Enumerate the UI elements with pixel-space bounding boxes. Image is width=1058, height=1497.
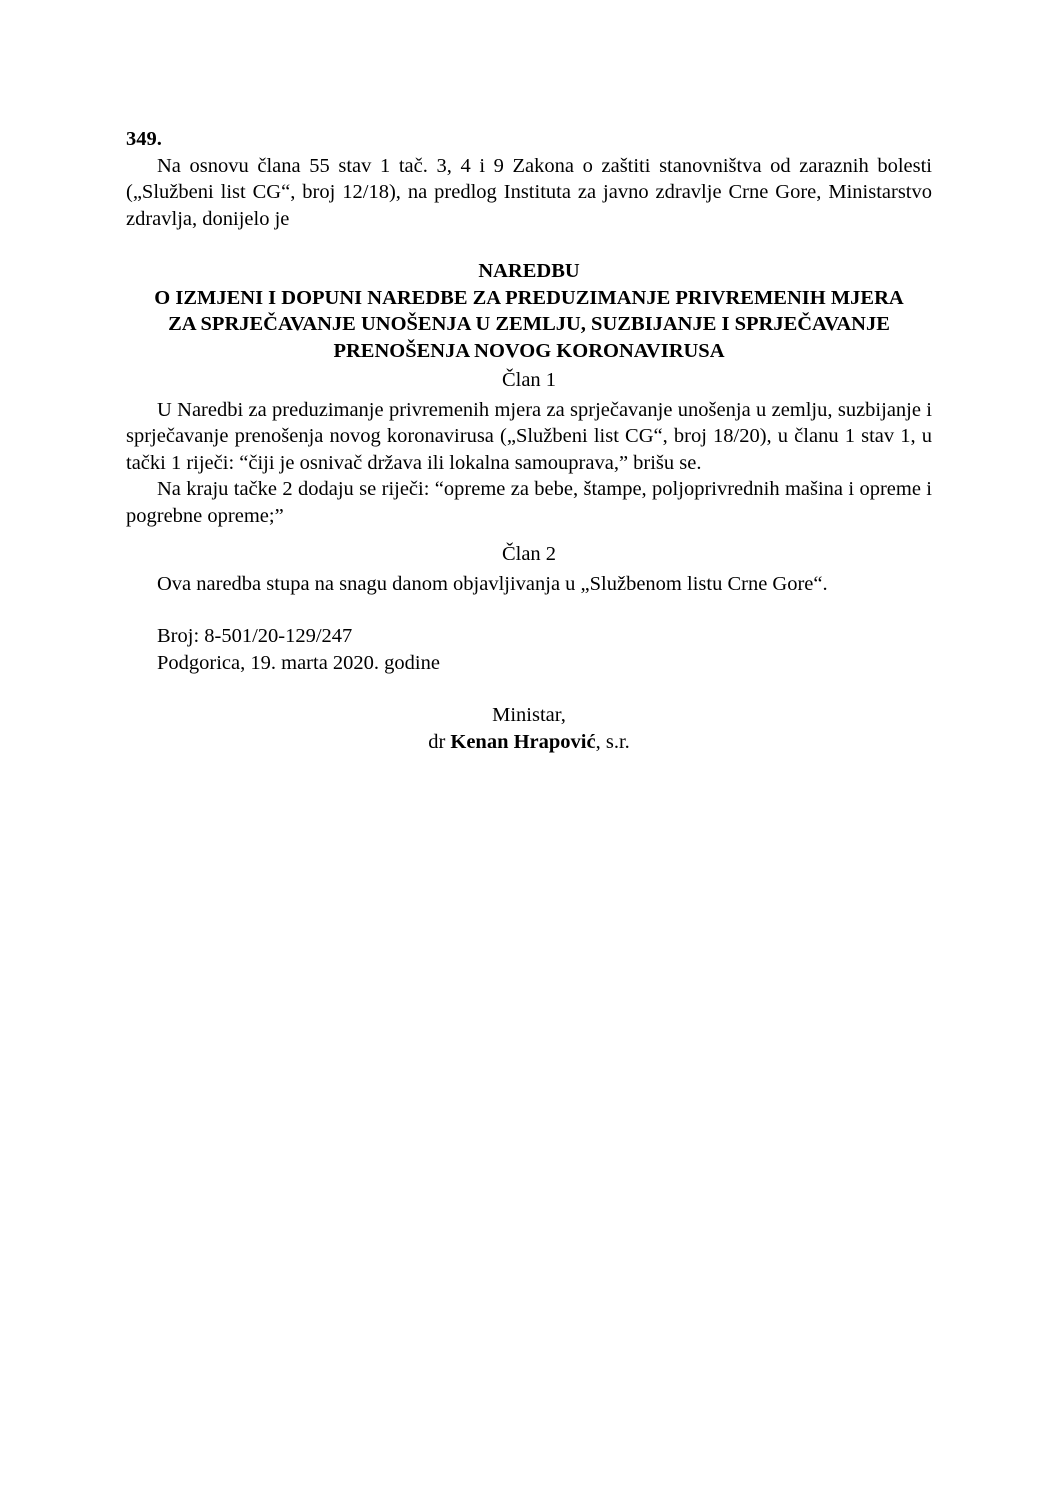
title-line: ZA SPRJEČAVANJE UNOŠENJA U ZEMLJU, SUZBIJANJE I SPRJEČAVANJE [168, 313, 890, 335]
signatory-line [126, 729, 932, 756]
article-heading: Član 1 [501, 369, 557, 391]
article-paragraph: U Naredbi za preduzimanje privremenih mjera za sprječavanje unošenja u zemlju, suzbijanje i sprječavanje prenošenja novog koronavirusa („Službeni list CG“, broj 18/20), u članu 1 stav 1, u tački 1 riječi: “čiji je osnivač država ili lokalna samouprava,” brišu se. [126, 398, 932, 474]
article-paragraph: Ova naredba stupa na snagu danom objavljivanja u „Službenom listu Crne Gore“. [157, 572, 828, 595]
document-number: 349. [126, 128, 162, 150]
signatory-prefix: dr [428, 730, 446, 753]
reference-number: Broj: 8-501/20-129/247 [157, 625, 353, 647]
title-line: PRENOŠENJA NOVOG KORONAVIRUSA [333, 339, 725, 362]
signatory-suffix: , s.r. [595, 730, 630, 753]
title-line: O IZMJENI I DOPUNI NAREDBE ZA PREDUZIMANJE PRIVREMENIH MJERA [154, 286, 904, 309]
document-title [126, 258, 932, 364]
signature-block [126, 702, 932, 755]
article-2 [126, 541, 932, 597]
signatory-name: Kenan Hrapović [450, 730, 596, 753]
place-date: Podgorica, 19. marta 2020. godine [157, 651, 440, 674]
article-1 [126, 367, 932, 529]
document-page [126, 126, 932, 755]
signatory-role: Ministar, [492, 704, 566, 726]
title-main: NAREDBU [478, 260, 580, 282]
article-heading: Član 2 [501, 543, 557, 565]
article-paragraph: Na kraju tačke 2 dodaju se riječi: “opreme za bebe, štampe, poljoprivrednih mašina i opreme i pogrebne opreme;” [126, 478, 932, 527]
intro-paragraph: Na osnovu člana 55 stav 1 tač. 3, 4 i 9 Zakona o zaštiti stanovništva od zaraznih bolesti („Službeni list CG“, broj 12/18), na predlog Instituta za javno zdravlje Crne Gore, Ministarstvo zdravlja, donijelo je [126, 154, 932, 230]
